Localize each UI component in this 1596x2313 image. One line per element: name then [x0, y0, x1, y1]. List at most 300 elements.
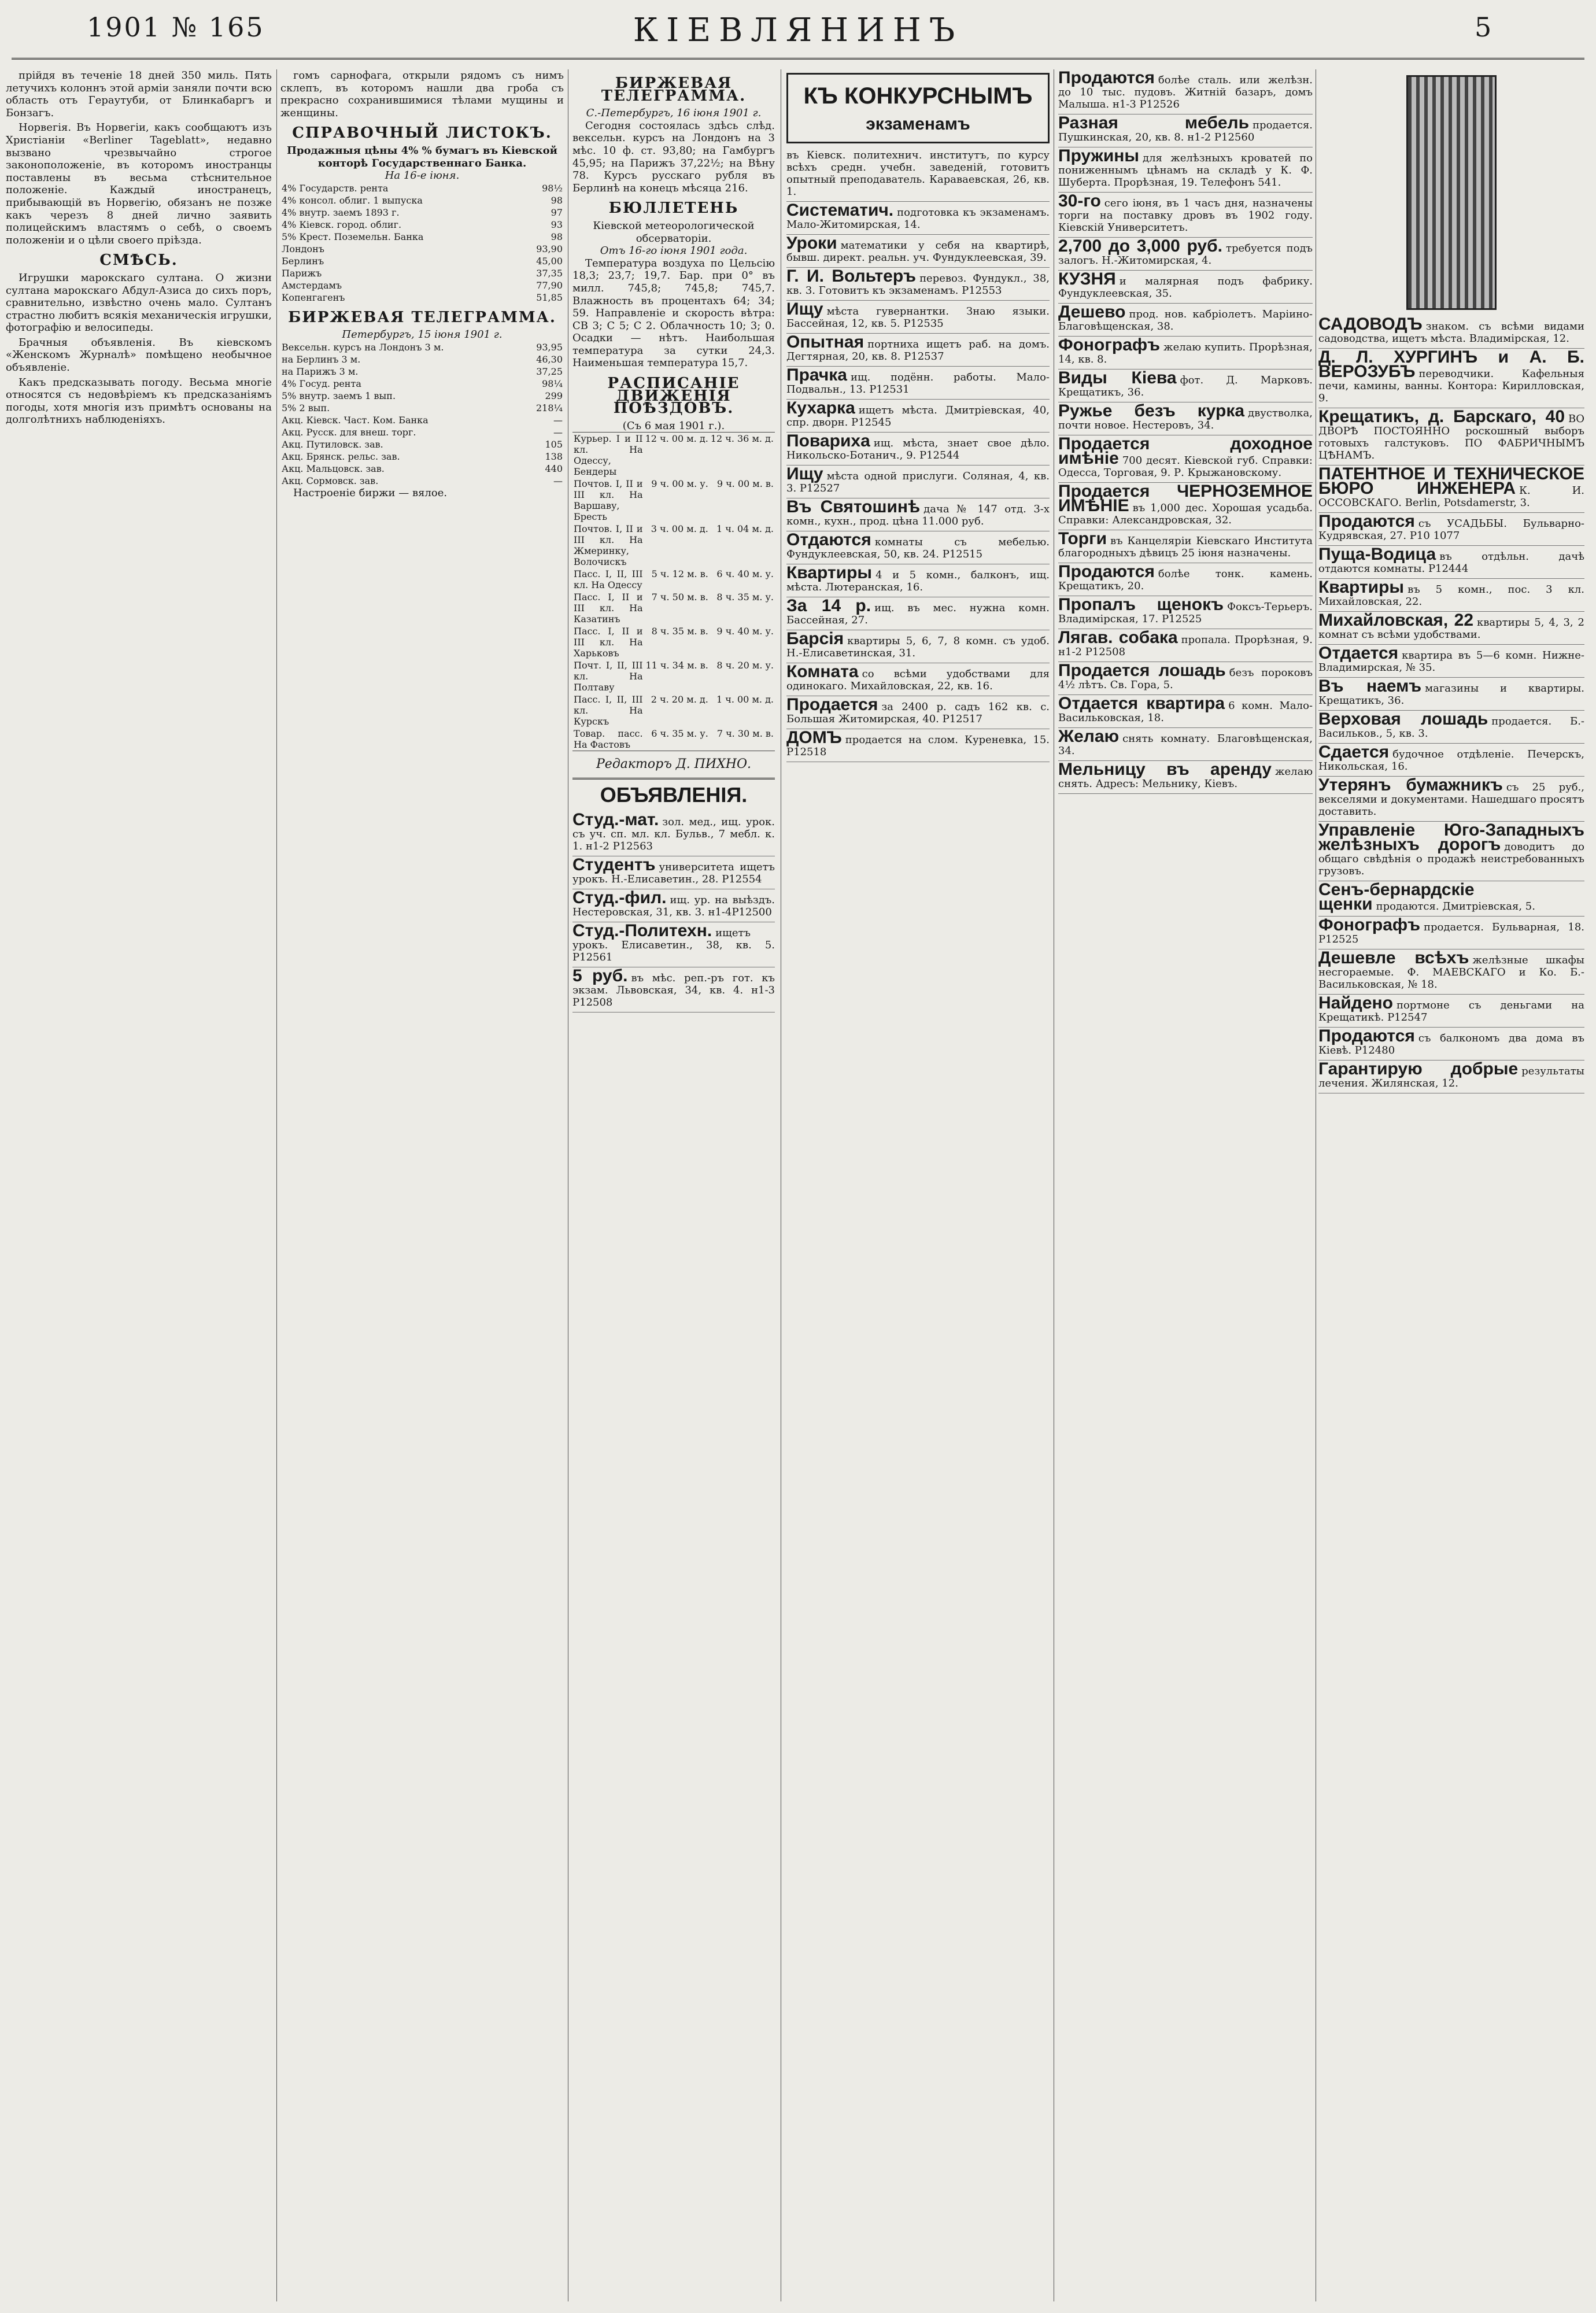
classified-ad: [786, 663, 1050, 696]
ad-keyword: Опытная: [786, 332, 864, 352]
table-cell: Вексельн. курсъ на Лондонъ 3 м.: [282, 341, 444, 353]
table-cell: 51,85: [536, 291, 563, 303]
section-title-exchange: БИРЖЕВАЯ ТЕЛЕГРАММА.: [288, 308, 556, 326]
table-cell: Пасс. I, II, III кл. На Одессу: [574, 568, 643, 591]
ad-text: болѣе сталь. или желѣзн. до 10 тыс. пудовъ. Житній базаръ, домъ Малыша. н1-3 Р12526: [1058, 74, 1313, 110]
classified-ad: [1058, 370, 1313, 402]
ad-text: К. И. ОССОВСКАГО. Berlin, Potsdamerstr, 3.: [1318, 485, 1584, 509]
ad-keyword: Гарантирую добрые: [1318, 1059, 1519, 1078]
ad-keyword: Мельницу въ аренду: [1058, 760, 1272, 779]
ad-text: съ УСАДЬБЫ. Бульварно-Кудрявская, 27. Р10 1077: [1318, 518, 1584, 542]
ad-keyword: Дешевле всѣхъ: [1318, 948, 1469, 967]
table-row: [280, 378, 564, 390]
paragraph: Игрушки марокскаго султана. О жизни султана марокскаго Абдул-Азиса до сихъ поръ, сравнительно, извѣстно очень мало. Султанъ страстно любитъ всякія механическія игрушки, фотографію и велосипеды.: [6, 271, 272, 334]
ad-text: математики у себя на квартирѣ, бывш. директ. реальн. уч. Фундуклеевская, 39.: [786, 239, 1050, 264]
classified-ad: [786, 696, 1050, 729]
table-cell: 5% Крест. Поземельн. Банка: [282, 231, 424, 242]
paragraph: прійдя въ теченіе 18 дней 350 миль. Пять летучихъ колоннъ этой арміи заняли почти всю область отъ Гераутуби, от Блинкабаргъ и Бонзагъ.: [6, 69, 272, 119]
ad-keyword: Пуща-Водица: [1318, 545, 1436, 564]
classified-ad: [786, 202, 1050, 235]
table-cell: Пасс. I, II и III кл. На Харьковъ: [574, 626, 643, 659]
ad-keyword: Отдаются: [786, 530, 871, 549]
table-cell: Амстердамъ: [282, 279, 342, 291]
classified-ad: [1058, 271, 1313, 304]
ad-list: [786, 147, 1050, 762]
table-row: [280, 255, 564, 267]
ad-text: ищетъ урокъ. Елисаветин., 38, кв. 5. Р12561: [572, 927, 775, 964]
classified-ad: [1318, 678, 1584, 711]
classified-ad: [1058, 596, 1313, 629]
section-title-bulletin: БЮЛЛЕТЕНЬ: [608, 199, 739, 217]
classified-ad: [1318, 579, 1584, 612]
ad-text: съ балкономъ два дома въ Кіевѣ. Р12480: [1318, 1032, 1584, 1056]
table-cell: Почтов. I, II и III кл. На Жмеринку, Волочискъ: [574, 523, 643, 568]
bulletin-subtitle: Кіевской метеорологической обсерваторіи.: [593, 219, 755, 245]
table-row: [280, 182, 564, 194]
classified-ad: [786, 367, 1050, 400]
ad-keyword: Систематич.: [786, 201, 894, 220]
classified-ad: [1318, 349, 1584, 408]
table-cell: 5% внутр. заемъ 1 вып.: [282, 390, 396, 401]
table-cell: 8 ч. 20 м. у.: [716, 660, 774, 671]
ad-text: портмоне съ деньгами на Крещатикѣ. Р12547: [1318, 999, 1584, 1024]
table-cell: 8 ч. 35 м. в.: [651, 626, 708, 637]
classified-ad: [1318, 1061, 1584, 1093]
ad-text: желаю снять. Адресъ: Мельнику, Кіевъ.: [1058, 766, 1313, 790]
section-title-announcements: ОБЪЯВЛЕНІЯ.: [572, 778, 775, 807]
ad-keyword: Комната: [786, 662, 859, 681]
table-cell: 98: [551, 194, 563, 206]
classified-ad: [786, 465, 1050, 498]
classified-ad: [1318, 513, 1584, 546]
ad-keyword: За 14 р.: [786, 596, 871, 615]
table-cell: 4% Кіевск. город. облиг.: [282, 219, 402, 230]
masthead: [0, 0, 1596, 69]
table-cell: Лондонъ: [282, 243, 324, 254]
ad-keyword: Студ.-фил.: [572, 888, 667, 908]
ad-keyword: Виды Кіева: [1058, 368, 1177, 387]
column-divider: [276, 69, 277, 2301]
table-cell: Акц. Сормовск. зав.: [282, 475, 379, 486]
ad-keyword: ДОМЪ: [786, 728, 842, 747]
classified-ad: [1058, 563, 1313, 596]
ad-keyword: Михайловская, 22: [1318, 611, 1474, 630]
classified-ad: [1318, 316, 1584, 349]
classified-ad: [786, 597, 1050, 630]
ad-text: портниха ищетъ раб. на домъ. Дегтярная, 20, кв. 8. Р12537: [786, 338, 1050, 363]
classified-ad: [1058, 662, 1313, 695]
paragraph: Сегодня состоялась здѣсь слѣд. вексельн. курсъ на Лондонъ на 3 мѣс. 10 ф. ст. 93,80; на Гамбургъ 45,95; на Парижъ 37,22½; на Вѣну 78. Курсъ русскаго рубля въ Берлинѣ на конецъ мѣсяца 216.: [572, 119, 775, 194]
ad-keyword: Продается: [786, 695, 878, 714]
ad-text: будочное отдѣленіе. Печерскъ, Никольская, 16.: [1318, 748, 1584, 773]
table-cell: 4% Государств. рента: [282, 182, 389, 194]
classified-ad: [786, 531, 1050, 564]
table-row: [280, 341, 564, 353]
ad-text: фот. Д. Марковъ. Крещатикъ, 36.: [1058, 374, 1313, 398]
table-cell: —: [553, 426, 563, 438]
column-ads-2: [1058, 69, 1313, 2301]
ad-keyword: Желаю: [1058, 727, 1120, 746]
table-cell: 1 ч. 00 м. д.: [716, 694, 774, 705]
section-title-telegram: БИРЖЕВАЯ ТЕЛЕГРАММА.: [601, 75, 747, 105]
paragraph: Брачныя объявленія. Въ кіевскомъ «Женскомъ Журналѣ» помѣщено необычное объявленіе.: [6, 336, 272, 374]
table-cell: Пасс. I, II и III кл. На Казатинъ: [574, 592, 643, 625]
ad-text: университета ищетъ урокъ. Н.-Елисаветин., 28. Р12554: [572, 861, 775, 886]
classified-ad: [786, 235, 1050, 268]
classified-ad: [1318, 645, 1584, 678]
ad-text: для желѣзныхъ кроватей по пониженнымъ цѣнамъ на складѣ у К. Ф. Шуберта. Прорѣзная, 19. Телефонъ 541.: [1058, 152, 1313, 189]
classified-ad: [786, 433, 1050, 465]
ad-text: квартира въ 5—6 комн. Нижне-Владимирская, № 35.: [1318, 649, 1584, 674]
table-cell: 218¼: [535, 402, 563, 413]
paragraph: Какъ предсказывать погоду. Весьма многіе относятся съ недовѣріемъ къ предсказаніямъ погоды, хотя многія изъ примѣтъ основаны на долголѣтнихъ наблюденіяхъ.: [6, 376, 272, 426]
ad-text: ищ. подённ. работы. Мало-Подвальн., 13. Р12531: [786, 371, 1050, 396]
train-schedule-table: [572, 432, 775, 751]
classified-ad: [1318, 744, 1584, 777]
classified-ad: [1318, 822, 1584, 881]
classified-ad: [1058, 629, 1313, 662]
table-cell: на Берлинъ 3 м.: [282, 353, 361, 365]
ad-text: ищ. мѣста, знает свое дѣло. Никольско-Ботанич., 9. Р12544: [786, 437, 1050, 461]
paragraph: гомъ сарнофага, открыли рядомъ съ нимъ склепъ, въ которомъ нашли два гроба съ прекрасно сохранившимися тѣлами мущины и женщины.: [280, 69, 564, 119]
table-row: [280, 194, 564, 206]
ad-text: требуется подъ залогъ. Н.-Житомирская, 4.: [1058, 242, 1313, 267]
classified-ad: [786, 630, 1050, 663]
ad-keyword: Продаются: [1058, 562, 1155, 581]
ad-text: зол. мед., ищ. урок. съ уч. сп. мл. кл. Бульв., 7 мебл. к. 1. н1-2 Р12563: [572, 816, 775, 853]
classified-ad: [786, 729, 1050, 762]
table-cell: 93: [551, 219, 563, 230]
table-cell: 138: [545, 450, 563, 462]
table-cell: 7 ч. 30 м. в.: [716, 728, 774, 740]
table-cell: 105: [545, 438, 563, 450]
ad-keyword: Сенъ-бернардскіе щенки: [1318, 880, 1475, 914]
table-cell: 11 ч. 34 м. в.: [645, 660, 708, 671]
table-row: [280, 463, 564, 475]
section-title-schedule: РАСПИСАНІЕ ДВИЖЕНІЯ ПОѢЗДОВЪ.: [607, 375, 740, 417]
classified-ad: [1058, 761, 1313, 794]
ad-keyword: Д. Л. ХУРГИНЪ и А. Б. ВЕРОЗУБЪ: [1318, 348, 1584, 381]
table-cell: —: [553, 414, 563, 426]
column-ads-3: [1318, 69, 1584, 2301]
table-row: [280, 291, 564, 304]
ad-text: ВО ДВОРѢ ПОСТОЯННО роскошный выборъ готовыхъ галстуковъ. ПО ФАБРИЧНЫМЪ ЦѢНАМЪ.: [1318, 413, 1584, 461]
ad-keyword: Г. И. Вольтеръ: [786, 267, 917, 286]
table-cell: 77,90: [536, 279, 563, 291]
ad-keyword: Ищу: [786, 300, 823, 319]
ad-keyword: Продаются: [1318, 512, 1415, 531]
ad-text: продается на слом. Куреневка, 15. Р12518: [786, 734, 1050, 758]
ad-keyword: Продаются: [1058, 69, 1155, 87]
table-cell: 7 ч. 50 м. в.: [651, 592, 708, 603]
table-cell: на Парижъ 3 м.: [282, 365, 359, 377]
ad-text: подготовка къ экзаменамъ. Мало-Житомирская, 14.: [786, 206, 1050, 231]
ad-text: ищ. въ мес. нужна комн. Бассейная, 27.: [786, 602, 1050, 626]
classified-ad: [1318, 408, 1584, 465]
ad-text: желаю купить. Прорѣзная, 14, кв. 8.: [1058, 341, 1313, 365]
ad-text: болѣе тонк. камень. Крещатикъ, 20.: [1058, 568, 1313, 592]
banner-subtitle: экзаменамъ: [866, 114, 970, 134]
ad-text: знаком. съ всѣми видами садоводства, ищетъ мѣста. Владимірская, 12.: [1318, 320, 1584, 345]
ad-keyword: Управленіе Юго-Западныхъ желѣзныхъ дорогъ: [1318, 821, 1584, 854]
prices-date: На 16-е іюня.: [385, 169, 460, 182]
ad-text: Фоксъ-Терьеръ. Владимірская, 17. Р12525: [1058, 601, 1313, 625]
ad-keyword: Прачка: [786, 365, 847, 385]
classified-ad: [786, 400, 1050, 433]
table-row: [572, 625, 775, 659]
ad-text: магазины и квартиры. Крещатикъ, 36.: [1318, 682, 1584, 707]
table-cell: Акц. Путиловск. зав.: [282, 438, 383, 450]
table-row: [280, 365, 564, 378]
table-row: [572, 591, 775, 625]
table-row: [572, 478, 775, 523]
classified-ad: [572, 811, 775, 856]
table-cell: 6 ч. 35 м. у.: [651, 728, 708, 740]
ad-list: [572, 811, 775, 1013]
classified-ad: [1318, 881, 1584, 917]
classified-ad: [1058, 435, 1313, 483]
ad-text: въ Кіевск. политехнич. институтъ, по курсу всѣхъ средн. учебн. заведеній, готовитъ опытный преподаватель. Караваевская, 26, кв. 1.: [786, 149, 1050, 198]
table-cell: 97: [551, 206, 563, 218]
ad-list: [1058, 69, 1313, 794]
prices-table: [280, 182, 564, 304]
classified-ad: [786, 334, 1050, 367]
table-cell: 9 ч. 40 м. у.: [716, 626, 774, 637]
exchange-table: [280, 341, 564, 487]
ad-keyword: САДОВОДЪ: [1318, 315, 1423, 334]
ad-text: мѣста гувернантки. Знаю языки. Бассейная, 12, кв. 5. Р12535: [786, 305, 1050, 330]
ad-text: за 2400 р. садъ 162 кв. с. Большая Житомирская, 40. Р12517: [786, 701, 1050, 725]
ad-keyword: Ищу: [786, 464, 823, 483]
table-cell: 5 ч. 12 м. в.: [651, 568, 708, 580]
ad-text: продается. Пушкинская, 20, кв. 8. н1-2 Р12560: [1058, 119, 1313, 143]
page-number: 5: [1475, 12, 1494, 43]
classified-ad: [1318, 465, 1584, 513]
ad-text: двустволка, почти новое. Нестеровъ, 34.: [1058, 407, 1313, 431]
classified-ad: [1058, 238, 1313, 271]
ad-keyword: Фонографъ: [1058, 335, 1161, 354]
table-row: [572, 659, 775, 693]
table-cell: 98½: [542, 182, 563, 194]
stove-illustration: [1406, 75, 1497, 310]
classified-ad: [1058, 483, 1313, 530]
ad-keyword: Ружье безъ курка: [1058, 401, 1245, 420]
ad-keyword: КУЗНЯ: [1058, 269, 1116, 289]
ad-keyword: Сдается: [1318, 742, 1390, 762]
classified-ad: [1058, 193, 1313, 238]
table-row: [280, 390, 564, 402]
ad-keyword: Лягав. собака: [1058, 628, 1178, 647]
table-row: [280, 206, 564, 219]
ad-text: продаются. Дмитріевская, 5.: [1376, 900, 1535, 912]
ad-keyword: Фонографъ: [1318, 915, 1421, 934]
classified-ad: [786, 498, 1050, 531]
ad-keyword: Разная мебель: [1058, 113, 1250, 132]
classified-ad: [1318, 612, 1584, 645]
table-row: [572, 433, 775, 478]
ad-keyword: Уроки: [786, 234, 837, 253]
ad-text: переводчики. Кафельныя печи, камины, ванны. Контора: Кирилловская, 9.: [1318, 368, 1584, 404]
table-cell: Пасс. I, II, III кл. На Курскъ: [574, 694, 643, 727]
classified-ad: [786, 564, 1050, 597]
table-cell: 93,95: [536, 341, 563, 353]
ad-keyword: Пропалъ щенокъ: [1058, 595, 1224, 614]
classified-ad: [572, 967, 775, 1013]
ad-keyword: Студентъ: [572, 855, 656, 875]
ad-text: въ мѣс. реп.-ръ гот. къ экзам. Львовская, 34, кв. 4. н1-3 Р12508: [572, 972, 775, 1009]
paragraph: Настроеніе биржи — вялое.: [293, 486, 448, 499]
ad-text: и малярная подъ фабрику. Фундуклеевская, 35.: [1058, 275, 1313, 300]
classified-ad: [1318, 1028, 1584, 1061]
banner-title: КЪ КОНКУРСНЫМЪ: [803, 83, 1033, 109]
table-cell: —: [553, 475, 563, 486]
ad-text: ищ. ур. на выѣздъ. Нестеровская, 31, кв. 3. н1-4Р12500: [572, 894, 775, 919]
ad-banner-exams: [786, 73, 1050, 143]
table-cell: 4% консол. облиг. 1 выпуска: [282, 194, 423, 206]
classified-ad: [1318, 917, 1584, 949]
ad-keyword: Продается ЧЕРНОЗЕМНОЕ ИМѢНІЕ: [1058, 482, 1313, 515]
ad-text: комнаты съ мебелью. Фундуклеевская, 50, кв. 24. Р12515: [786, 536, 1050, 560]
ad-text: пропала. Прорѣзная, 9. н1-2 Р12508: [1058, 634, 1313, 658]
table-row: [572, 568, 775, 591]
prices-title: Продажныя цѣны 4% % бумагъ въ Кіевской конторѣ Государственнаго Банка.: [287, 144, 557, 169]
bulletin-date: Отъ 16-го іюня 1901 года.: [600, 245, 748, 257]
classified-ad: [1318, 995, 1584, 1028]
table-cell: 4% внутр. заемъ 1893 г.: [282, 206, 400, 218]
table-cell: 8 ч. 35 м. у.: [716, 592, 774, 603]
table-row: [280, 279, 564, 291]
ad-keyword: Торги: [1058, 529, 1107, 548]
table-row: [280, 219, 564, 231]
table-cell: Берлинъ: [282, 255, 324, 267]
ad-text: безъ пороковъ 4½ лѣтъ. Св. Гора, 5.: [1058, 667, 1313, 691]
classified-ad: [1058, 147, 1313, 193]
ad-keyword: Крещатикъ, д. Барскаго, 40: [1318, 407, 1565, 426]
table-row: [572, 693, 775, 727]
classified-ad: [786, 147, 1050, 202]
ad-keyword: 30-го: [1058, 191, 1101, 210]
paragraph: Норвегія. Въ Норвегіи, какъ сообщаютъ изъ Христіаніи «Berliner Tageblatt», недавно вызвано чрезвычайно строгое законоположеніе, въ которомъ иностранцы поставлены въ весьма стѣснительное положеніе. Каждый иностранецъ, прибывающій въ Норвегію, обязанъ не позже какъ черезъ 8 дней лично заявить полицейскимъ властямъ о себѣ, о своемъ положеніи и о цѣли своего пріѣзда.: [6, 121, 272, 246]
ad-keyword: Повариха: [786, 431, 870, 450]
column-reference: [280, 69, 564, 2301]
ad-keyword: Въ наемъ: [1318, 677, 1422, 696]
ad-text: мѣста одной прислуги. Соляная, 4, кв. 3. Р12527: [786, 470, 1050, 494]
table-cell: 3 ч. 00 м. д.: [651, 523, 708, 535]
ad-text: прод. нов. кабріолетъ. Маріино-Благовѣщенская, 38.: [1058, 308, 1313, 332]
table-row: [280, 438, 564, 450]
ad-text: доводитъ до общаго свѣдѣнія о продажѣ неистребованныхъ грузовъ.: [1318, 841, 1584, 877]
table-cell: Акц. Мальцовск. зав.: [282, 463, 385, 474]
table-cell: 12 ч. 00 м. д.: [645, 433, 708, 445]
table-cell: Акц. Русск. для внеш. торг.: [282, 426, 416, 438]
ad-text: въ отдѣльн. дачѣ отдаются комнаты. Р12444: [1318, 550, 1584, 575]
table-row: [280, 267, 564, 279]
classified-ad: [1058, 530, 1313, 563]
ad-text: въ Канцеляріи Кіевскаго Института благородныхъ дѣвицъ 25 іюня назначены.: [1058, 535, 1313, 559]
table-cell: 440: [545, 463, 563, 474]
ad-text: квартиры 5, 4, 3, 2 комнат съ всѣми удобствами.: [1318, 616, 1584, 641]
classified-ad: [1058, 402, 1313, 435]
telegram-date: С.-Петербургъ, 16 іюня 1901 г.: [586, 107, 762, 120]
ad-text: дача № 147 отд. 3-х комн., кухн., прод. цѣна 11.000 руб.: [786, 503, 1050, 527]
table-cell: Акц. Брянск. рельс. зав.: [282, 450, 400, 462]
ad-keyword: Найдено: [1318, 993, 1393, 1013]
table-cell: 46,30: [536, 353, 563, 365]
classified-ad: [572, 856, 775, 889]
table-cell: 4% Госуд. рента: [282, 378, 361, 389]
table-cell: 9 ч. 00 м. в.: [716, 478, 774, 490]
classified-ad: [1058, 728, 1313, 761]
ad-keyword: Квартиры: [1318, 578, 1405, 597]
ad-text: въ 1,000 дес. Хорошая усадьба. Справки: Александровская, 32.: [1058, 502, 1313, 526]
paragraph: Температура воздуха по Цельсію 18,3; 23,7; 19,7. Бар. при 0° въ милл. 745,8; 745,8; 745,7. Влажность въ процентахъ 64; 34; 59. Направленіе и скорость вѣтра: СВ 3; С 5; С 2. Облачность 10; 3; 0. Осадки — нѣтъ. Наибольшая температура за сутки 24,3. Наименьшая температура 15,7.: [572, 257, 775, 370]
classified-ad: [1318, 546, 1584, 579]
table-cell: 45,00: [536, 255, 563, 267]
table-row: [280, 450, 564, 463]
classified-ad: [1058, 69, 1313, 114]
table-cell: 37,35: [536, 267, 563, 279]
issue-number: 1901 № 165: [87, 12, 265, 43]
table-cell: Товар. пасс. На Фастовъ: [574, 728, 643, 751]
table-cell: Акц. Кіевск. Част. Ком. Банка: [282, 414, 428, 426]
ad-text: 4 и 5 комн., балконъ, ищ. мѣста. Лютеранская, 16.: [786, 569, 1050, 593]
schedule-subtitle: (Съ 6 мая 1901 г.).: [622, 419, 725, 432]
classified-ad: [1318, 949, 1584, 995]
ad-text: квартиры 5, 6, 7, 8 комн. съ удоб. Н.-Елисаветинская, 31.: [786, 635, 1050, 659]
ad-keyword: Верховая лошадь: [1318, 710, 1488, 729]
table-row: [280, 426, 564, 438]
table-row: [280, 414, 564, 426]
ad-text: 6 комн. Мало-Васильковская, 18.: [1058, 700, 1313, 724]
ad-text: ищетъ мѣста. Дмитріевская, 40, спр. дворн. Р12545: [786, 404, 1050, 428]
ad-text: продается. Б.-Васильков., 5, кв. 3.: [1318, 715, 1584, 740]
table-cell: 299: [545, 390, 563, 401]
column-foreign-news: [6, 69, 272, 2301]
ad-keyword: 2,700 до 3,000 руб.: [1058, 237, 1222, 256]
table-cell: 93,90: [536, 243, 563, 254]
table-cell: 6 ч. 40 м. у.: [716, 568, 774, 580]
ad-keyword: Барсія: [786, 629, 844, 648]
table-row: [572, 523, 775, 568]
ad-keyword: Въ Святошинѣ: [786, 497, 921, 516]
editor-signature: Редакторъ Д. ПИХНО.: [596, 757, 751, 772]
table-cell: 1 ч. 04 м. д.: [716, 523, 774, 535]
table-cell: 98: [551, 231, 563, 242]
table-cell: Парижъ: [282, 267, 322, 279]
ad-text: со всѣми удобствами для одинокаго. Михайловская, 22, кв. 16.: [786, 668, 1050, 692]
table-cell: Курьер. I и II кл. На Одессу, Бендеры: [574, 433, 643, 478]
classified-ad: [1318, 777, 1584, 822]
ad-text: съ 25 руб., векселями и документами. Нашедшаго просятъ доставить.: [1318, 781, 1584, 818]
table-row: [280, 475, 564, 487]
ad-keyword: Продаются: [1318, 1026, 1415, 1045]
classified-ad: [572, 922, 775, 967]
classified-ad: [1058, 695, 1313, 728]
exchange-date: Петербургъ, 15 іюня 1901 г.: [342, 328, 503, 341]
table-cell: 12 ч. 36 м. д.: [710, 433, 774, 445]
table-cell: Почт. I, II, III кл. На Полтаву: [574, 660, 643, 693]
table-cell: 37,25: [536, 365, 563, 377]
table-row: [572, 727, 775, 751]
header-rule: [12, 58, 1584, 60]
table-cell: 2 ч. 20 м. д.: [651, 694, 708, 705]
ad-keyword: Студ.-Политехн.: [572, 921, 712, 941]
ad-keyword: Утерянъ бумажникъ: [1318, 775, 1503, 795]
table-cell: 5% 2 вып.: [282, 402, 330, 413]
table-row: [280, 243, 564, 255]
ad-text: снять комнату. Благовѣщенская, 34.: [1058, 733, 1313, 757]
classified-ad: [1058, 114, 1313, 147]
